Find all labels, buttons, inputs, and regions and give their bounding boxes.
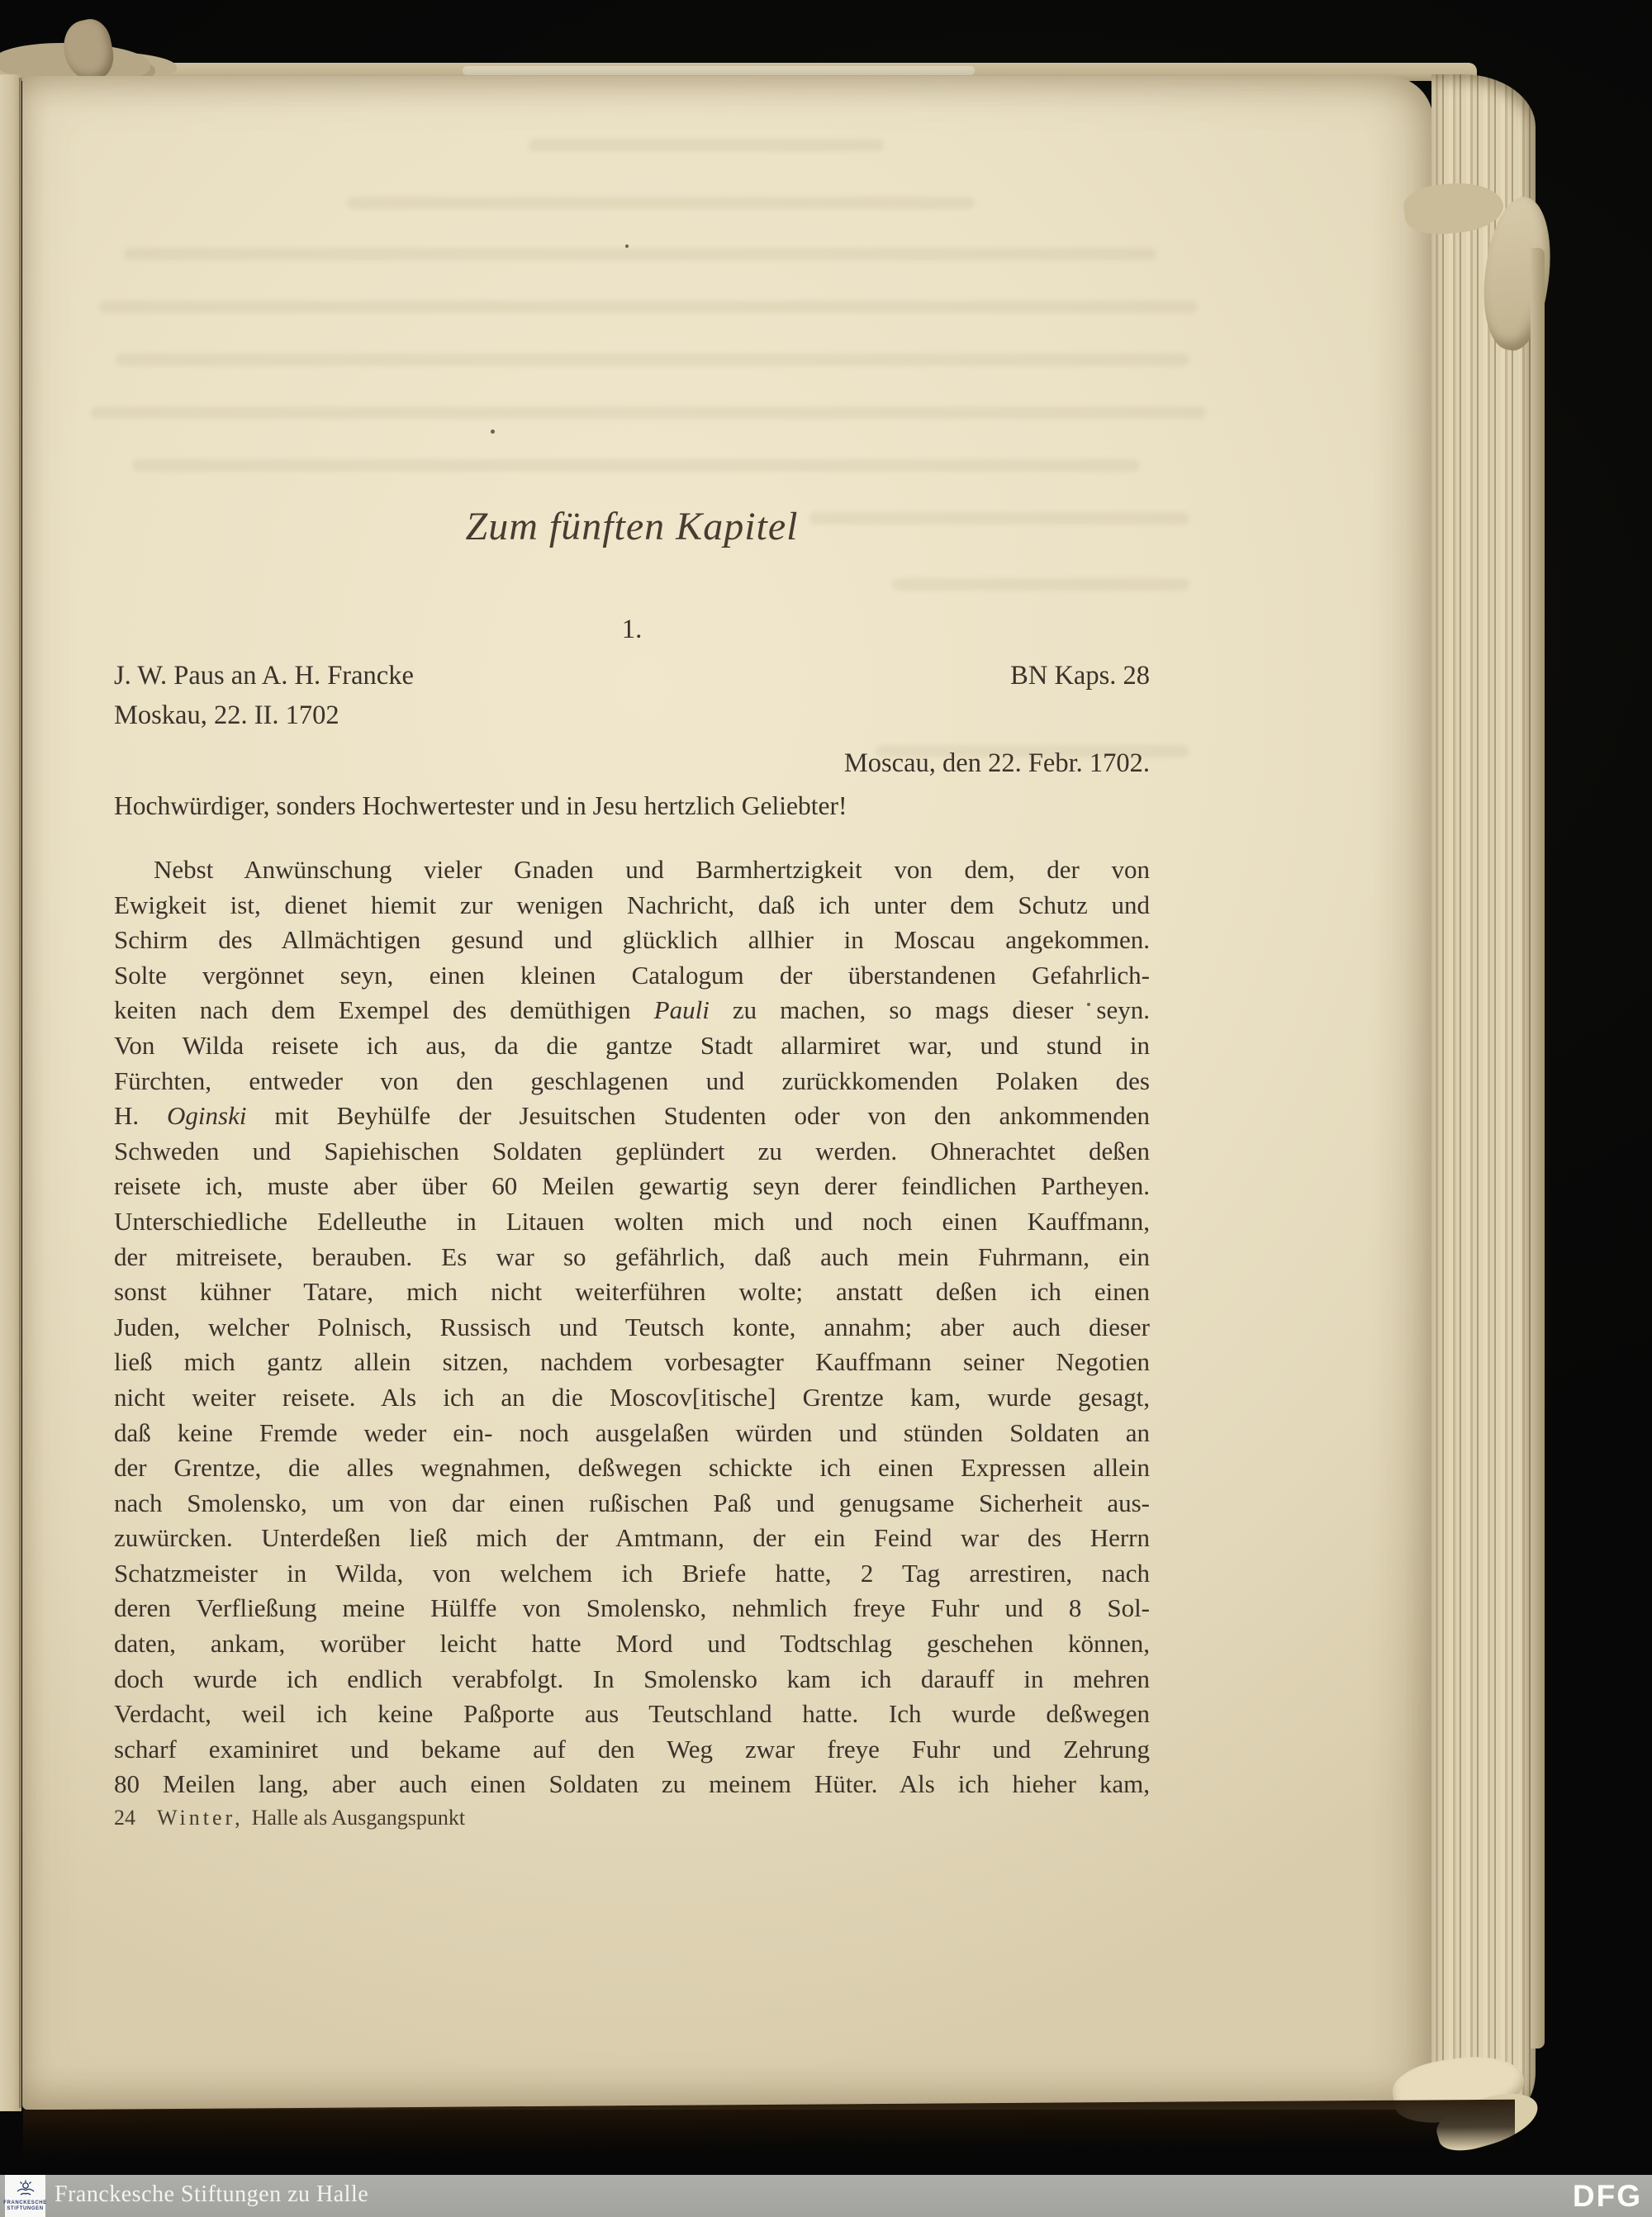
body-line: Von Wilda reisete ich aus, da die gantze Stadt allarmiret war, und stund in — [114, 1030, 1150, 1060]
body-line: nach Smolensko, um von dar einen rußischen Paß und genugsame Sicherheit aus- — [114, 1488, 1150, 1517]
body-line: daß keine Fremde weder ein- noch ausgelaßen würden und stünden Soldaten an — [114, 1417, 1150, 1447]
showthrough-line — [347, 197, 975, 209]
showthrough-line — [892, 578, 1189, 591]
correspondents-line: J. W. Paus an A. H. Francke — [114, 661, 414, 691]
body-line: reisete ich, muste aber über 60 Meilen gewartig seyn derer feindlichen Partheyen. — [114, 1171, 1150, 1201]
book-spine-glue — [463, 66, 975, 75]
body-line: sonst kühner Tatare, mich nicht weiterführen wolte; anstatt deßen ich einen — [114, 1277, 1150, 1307]
place-date-line: Moskau, 22. II. 1702 — [114, 700, 339, 730]
body-line: ließ mich gantz allein sitzen, nachdem vorbesagter Kauffmann seiner Negotien — [114, 1347, 1150, 1377]
body-line: Fürchten, entweder von den geschlagenen und zurückkomenden Polaken des — [114, 1066, 1150, 1095]
dfg-logo[interactable]: DFG — [1572, 2179, 1642, 2213]
showthrough-line — [124, 248, 1156, 260]
body-line: nicht weiter reisete. Als ich an die Moscov[itische] Grentze kam, wurde gesagt, — [114, 1382, 1150, 1412]
body-line: scharf examiniret und bekame auf den Weg zwar freye Fuhr und Zehrung — [114, 1734, 1150, 1764]
institution-name: Franckesche Stiftungen zu Halle — [55, 2181, 369, 2207]
showthrough-line — [132, 459, 1140, 472]
letter-body — [114, 852, 1150, 1802]
franckesche-stiftungen-icon — [17, 2180, 35, 2200]
showthrough-line — [116, 354, 1189, 366]
body-line: Schirm des Allmächtigen gesund und glücklich allhier in Moscau angekommen. — [114, 925, 1150, 955]
body-line: 80 Meilen lang, aber auch einen Soldaten zu meinem Hüter. Als ich hieher kam, — [114, 1769, 1150, 1799]
body-line: Nebst Anwünschung vieler Gnaden und Barmhertzigkeit von dem, der von — [154, 855, 1150, 884]
viewer-footer-bar — [0, 2175, 1652, 2217]
body-line: Schweden und Sapiehischen Soldaten geplündert zu werden. Ohnerachtet deßen — [114, 1136, 1150, 1165]
body-line: deren Verfließung meine Hülffe von Smolensko, nehmlich freye Fuhr und 8 Sol- — [114, 1593, 1150, 1623]
book-fore-edge — [1431, 74, 1536, 2110]
archive-reference: BN Kaps. 28 — [1010, 661, 1150, 691]
signature-author: Winter, — [157, 1806, 244, 1830]
body-line: Unterschiedliche Edelleuthe in Litauen wolten mich und noch einen Kauffmann, — [114, 1206, 1150, 1236]
body-line: doch wurde ich endlich verabfolgt. In Smolensko kam ich darauff in mehren — [114, 1664, 1150, 1693]
paper-speck — [491, 430, 495, 434]
letter-head-row — [114, 661, 1150, 691]
salutation: Hochwürdiger, sonders Hochwertester und in Jesu hertzlich Geliebter! — [114, 791, 847, 820]
signature-number: 24 — [114, 1806, 135, 1830]
print-signature — [114, 1806, 857, 1830]
institution-logo[interactable] — [5, 2175, 45, 2217]
paper-speck — [625, 244, 629, 248]
showthrough-line — [91, 406, 1206, 419]
logo-wordmark-line1: FRANCKESCHE — [3, 2200, 47, 2205]
body-line: der mitreisete, berauben. Es war so gefährlich, daß auch mein Fuhrmann, ein — [114, 1241, 1150, 1271]
section-number: 1. — [621, 615, 643, 644]
body-line: zuwürcken. Unterdeßen ließ mich der Amtmann, der ein Feind war des Herrn — [114, 1523, 1150, 1553]
body-line: Ewigkeit ist, dienet hiemit zur wenigen Nachricht, daß ich unter dem Schutz und — [114, 890, 1150, 919]
body-line: Verdacht, weil ich keine Paßporte aus Teutschland hatte. Ich wurde deßwegen — [114, 1699, 1150, 1729]
body-line: daten, ankam, worüber leicht hatte Mord und Todtschlag geschehen können, — [114, 1629, 1150, 1659]
chapter-title: Zum fünften Kapitel — [465, 505, 799, 548]
body-line: Solte vergönnet seyn, einen kleinen Catalogum der überstandenen Gefahrlich- — [114, 960, 1150, 990]
showthrough-line — [99, 301, 1198, 313]
showthrough-line — [529, 139, 884, 151]
dateline: Moscau, den 22. Febr. 1702. — [843, 748, 1150, 778]
logo-wordmark-line2: STIFTUNGEN — [7, 2206, 44, 2211]
body-line: keiten nach dem Exempel des demüthigen Pauli zu machen, so mags dieser seyn. — [114, 995, 1150, 1025]
cover-board-edge — [1531, 248, 1545, 2048]
body-line: H. Oginski mit Beyhülfe der Jesuitschen Studenten oder von den ankommenden — [114, 1101, 1151, 1131]
page-bottom-shadow — [23, 2100, 1515, 2160]
body-line: der Grentze, die alles wegnahmen, deßwegen schickte ich einen Expressen allein — [114, 1453, 1150, 1483]
body-line: Juden, welcher Polnisch, Russisch und Teutsch konte, annahm; aber auch dieser — [114, 1312, 1150, 1341]
signature-title: Halle als Ausgangspunkt — [251, 1806, 466, 1830]
body-line: Schatzmeister in Wilda, von welchem ich Briefe hatte, 2 Tag arrestiren, nach — [114, 1558, 1150, 1588]
